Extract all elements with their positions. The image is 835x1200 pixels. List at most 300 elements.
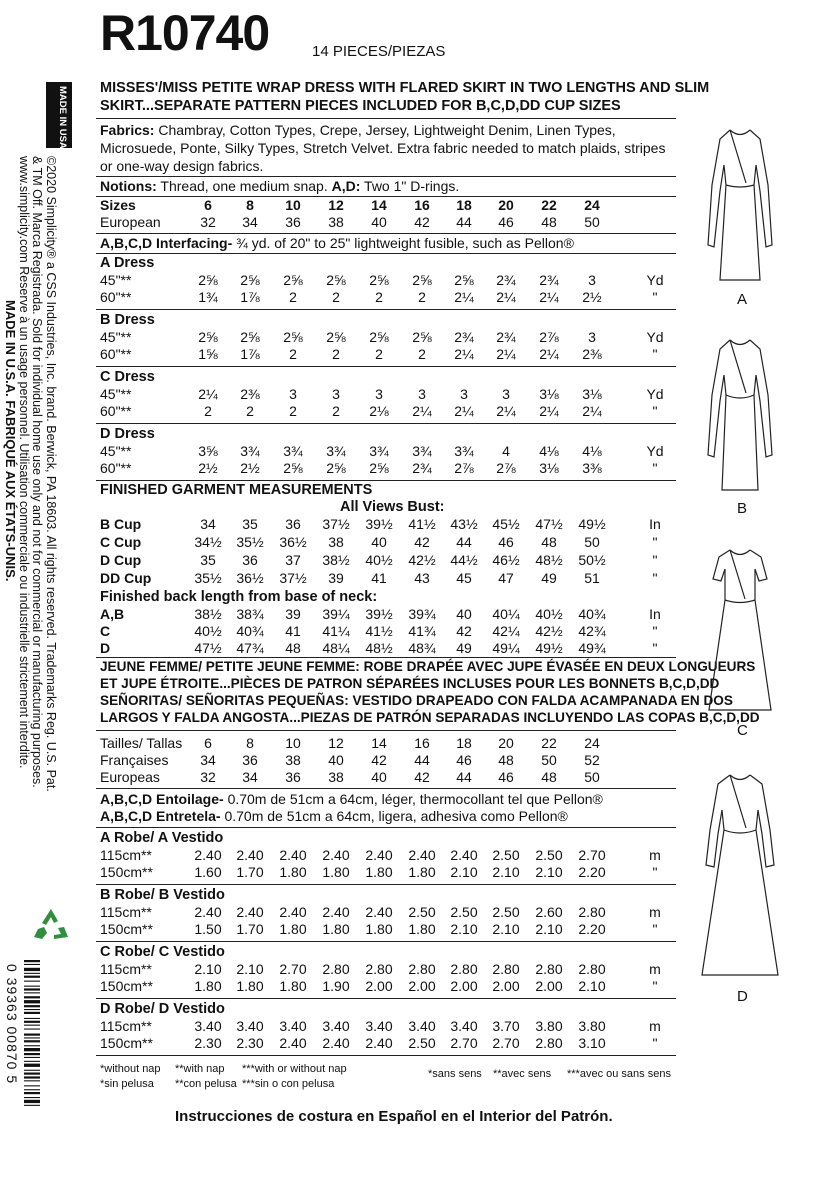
value-cell: 3⅛ [582, 386, 602, 402]
value-cell: 2⅞ [454, 460, 474, 476]
value-cell: 2 [375, 289, 383, 305]
barcode-bar [24, 1048, 40, 1051]
value-cell: 6 [204, 735, 212, 751]
value-cell: 3⅝ [198, 443, 218, 459]
yardage-view-title: B Robe/ B Vestido [100, 887, 225, 903]
unit-cell: " [652, 864, 658, 880]
notions-label: Notions: [100, 178, 157, 194]
value-cell: 2 [289, 289, 297, 305]
fabrics-line-1 [100, 122, 616, 138]
value-cell: 49¼ [492, 640, 520, 656]
value-cell: 2 [418, 346, 426, 362]
value-cell: 2.10 [535, 864, 563, 880]
unit-cell: " [652, 921, 658, 937]
notions [100, 178, 459, 194]
value-cell: 34 [200, 516, 216, 532]
value-cell: 3 [418, 386, 426, 402]
value-cell: 41¾ [408, 623, 436, 639]
value-cell: 42 [456, 623, 472, 639]
value-cell: 1.70 [236, 864, 264, 880]
value-cell: 2.10 [450, 864, 478, 880]
value-cell: 2.40 [322, 847, 350, 863]
view-d-illustration [690, 770, 790, 985]
value-cell: 47¾ [236, 640, 264, 656]
value-cell: 1.80 [322, 864, 350, 880]
value-cell: 2⅜ [240, 386, 260, 402]
footnote-fr-3: ***avec ou sans sens [567, 1068, 671, 1080]
value-cell: 52 [584, 752, 600, 768]
value-cell: 44 [414, 752, 430, 768]
value-cell: 2½ [198, 460, 218, 476]
value-cell: 2.40 [365, 904, 393, 920]
value-cell: 35½ [236, 534, 264, 550]
width-label: 150cm** [100, 864, 153, 880]
value-cell: 2¼ [539, 346, 559, 362]
unit-cell: m [649, 1018, 661, 1034]
barcode-bar [24, 1034, 40, 1036]
value-cell: 48 [541, 214, 557, 230]
value-cell: 2¾ [496, 272, 516, 288]
value-cell: 1⅝ [198, 346, 218, 362]
fabrics-line-3: or one-way design fabrics. [100, 158, 264, 174]
value-cell: 38 [328, 534, 344, 550]
value-cell: 35 [200, 552, 216, 568]
value-cell: 42 [414, 214, 430, 230]
value-cell: 16 [414, 197, 430, 213]
divider [96, 480, 676, 481]
value-cell: 2.00 [408, 978, 436, 994]
value-cell: 38½ [194, 606, 222, 622]
footnote-es-1: *sin pelusa [100, 1078, 154, 1090]
made-in-usa-badge [46, 82, 72, 148]
value-cell: 2.10 [194, 961, 222, 977]
value-cell: 1.80 [279, 864, 307, 880]
value-cell: 1.80 [365, 864, 393, 880]
barcode-bar [24, 976, 40, 978]
value-cell: 49¾ [578, 640, 606, 656]
value-cell: 48 [541, 769, 557, 785]
value-cell: 2.70 [450, 1035, 478, 1051]
barcode-bar [24, 1053, 40, 1055]
unit-cell: m [649, 847, 661, 863]
value-cell: 40 [328, 752, 344, 768]
tailles-label: Tailles/ Tallas [100, 735, 183, 751]
barcode-bar [24, 996, 40, 998]
value-cell: 2 [246, 403, 254, 419]
footnote-fr-1: *sans sens [428, 1068, 482, 1080]
value-cell: 18 [456, 197, 472, 213]
value-cell: 50 [584, 534, 600, 550]
copyright-line-2: & TM Off. Marca Registrada. Sold for individual home use only and not for commercial or manufacturing purposes. [30, 156, 44, 788]
unit-cell: Yd [646, 443, 664, 459]
value-cell: 48 [285, 640, 301, 656]
value-cell: 2⅝ [412, 272, 432, 288]
value-cell: 2.40 [236, 847, 264, 863]
value-cell: 48 [541, 534, 557, 550]
es-title-line-2: LARGOS Y FALDA ANGOSTA...PIEZAS DE PATRÓN SEPARADAS INCLUYENDO LAS COPAS B,C,D,DD [100, 710, 760, 725]
value-cell: 2.50 [408, 904, 436, 920]
entoilage-label: A,B,C,D Entoilage- [100, 791, 224, 807]
value-cell: 1.80 [322, 921, 350, 937]
value-cell: 2¼ [412, 403, 432, 419]
value-cell: 2.10 [450, 921, 478, 937]
value-cell: 3 [460, 386, 468, 402]
value-cell: 2⅞ [496, 460, 516, 476]
unit-cell: " [652, 640, 658, 656]
barcode-bar [24, 964, 40, 965]
value-cell: 50 [584, 769, 600, 785]
value-cell: 3.40 [365, 1018, 393, 1034]
value-cell: 36 [285, 769, 301, 785]
back-length-title: Finished back length from base of neck: [100, 589, 378, 605]
value-cell: 2.70 [492, 1035, 520, 1051]
value-cell: 3.40 [194, 1018, 222, 1034]
value-cell: 39¼ [322, 606, 350, 622]
value-cell: 2 [332, 403, 340, 419]
value-cell: 38 [285, 752, 301, 768]
value-cell: 2.80 [450, 961, 478, 977]
value-cell: 2⅝ [326, 329, 346, 345]
value-cell: 44 [456, 214, 472, 230]
value-cell: 1.50 [194, 921, 222, 937]
value-cell: 2 [332, 289, 340, 305]
value-cell: 41½ [408, 516, 436, 532]
value-cell: 2.70 [578, 847, 606, 863]
barcode-bar [24, 1092, 40, 1094]
value-cell: 2.40 [279, 847, 307, 863]
value-cell: 46 [498, 769, 514, 785]
value-cell: 40 [456, 606, 472, 622]
value-cell: 39 [285, 606, 301, 622]
spanish-instructions: Instrucciones de costura en Español en el Interior del Patrón. [175, 1108, 613, 1125]
value-cell: 2.30 [236, 1035, 264, 1051]
width-label: 45"** [100, 386, 132, 402]
width-label: 60"** [100, 460, 132, 476]
divider [96, 788, 676, 789]
value-cell: 20 [498, 735, 514, 751]
value-cell: 2⅝ [198, 329, 218, 345]
value-cell: 2.60 [535, 904, 563, 920]
value-cell: 2.40 [365, 1035, 393, 1051]
value-cell: 50½ [578, 552, 606, 568]
value-cell: 49½ [535, 640, 563, 656]
yardage-view-title: B Dress [100, 312, 155, 328]
value-cell: 2.20 [578, 864, 606, 880]
view-c-illustration [695, 545, 785, 720]
value-cell: 1.60 [194, 864, 222, 880]
value-cell: 38 [328, 769, 344, 785]
value-cell: 36 [285, 516, 301, 532]
value-cell: 2.80 [492, 961, 520, 977]
width-label: 60"** [100, 403, 132, 419]
value-cell: 2.50 [492, 904, 520, 920]
value-cell: 2¼ [454, 289, 474, 305]
value-cell: 2.40 [450, 847, 478, 863]
value-cell: 1.80 [279, 921, 307, 937]
value-cell: 1⅞ [240, 289, 260, 305]
value-cell: 46 [456, 752, 472, 768]
footnote-en-3: ***with or without nap [242, 1063, 347, 1075]
unit-cell: " [652, 623, 658, 639]
barcode-bar [24, 1045, 40, 1046]
value-cell: 40 [371, 214, 387, 230]
title-line-2: SKIRT...SEPARATE PATTERN PIECES INCLUDED FOR B,C,D,DD CUP SIZES [100, 98, 621, 114]
value-cell: 3⅜ [582, 460, 602, 476]
value-cell: 2.40 [322, 1035, 350, 1051]
entoilage [100, 791, 603, 807]
yardage-view-title: A Robe/ A Vestido [100, 830, 224, 846]
value-cell: 2¼ [539, 289, 559, 305]
value-cell: 2⅝ [283, 272, 303, 288]
width-label: 150cm** [100, 1035, 153, 1051]
value-cell: 2 [375, 346, 383, 362]
value-cell: 45 [456, 570, 472, 586]
value-cell: 3⅛ [539, 460, 559, 476]
value-cell: 3¾ [454, 443, 474, 459]
value-cell: 2.40 [236, 904, 264, 920]
value-cell: 3 [289, 386, 297, 402]
value-cell: 2⅝ [326, 272, 346, 288]
value-cell: 3 [375, 386, 383, 402]
value-cell: 1.80 [408, 921, 436, 937]
value-cell: 2.80 [408, 961, 436, 977]
interfacing-label: A,B,C,D Interfacing- [100, 235, 233, 251]
value-cell: 2.40 [194, 847, 222, 863]
value-cell: 36 [285, 214, 301, 230]
fr-title-line-2: ET JUPE ÉTROITE...PIÈCES DE PATRON SÉPARÉES INCLUSES POUR LES BONNETS B,C,D,DD [100, 676, 720, 691]
value-cell: 40½ [365, 552, 393, 568]
value-cell: 2.50 [535, 847, 563, 863]
value-cell: 2⅜ [582, 346, 602, 362]
unit-cell: Yd [646, 386, 664, 402]
value-cell: 47½ [535, 516, 563, 532]
value-cell: 24 [584, 735, 600, 751]
barcode-bar [24, 1005, 40, 1007]
value-cell: 3¾ [412, 443, 432, 459]
value-cell: 2¼ [454, 346, 474, 362]
barcode-bar [24, 1021, 40, 1023]
european-label: European [100, 214, 161, 230]
value-cell: 49½ [578, 516, 606, 532]
cup-label: A,B [100, 606, 125, 622]
barcode-bar [24, 973, 40, 974]
value-cell: 2.10 [492, 864, 520, 880]
value-cell: 2.10 [236, 961, 264, 977]
value-cell: 2⅞ [539, 329, 559, 345]
value-cell: 2⅝ [369, 460, 389, 476]
yardage-view-title: C Dress [100, 369, 155, 385]
value-cell: 22 [541, 197, 557, 213]
entretela [100, 808, 568, 824]
footnote-fr-2: **avec sens [493, 1068, 552, 1080]
value-cell: 2.50 [492, 847, 520, 863]
barcode-bar [24, 1089, 40, 1090]
barcode-bar [24, 1097, 40, 1098]
value-cell: 2⅝ [198, 272, 218, 288]
value-cell: 2¼ [496, 346, 516, 362]
view-a-label: A [737, 291, 748, 308]
divider [96, 118, 676, 119]
cup-label: B Cup [100, 516, 142, 532]
value-cell: 2¾ [496, 329, 516, 345]
value-cell: 38 [328, 214, 344, 230]
barcode-digits: 0 39363 00870 5 [4, 964, 20, 1085]
value-cell: 40¼ [492, 606, 520, 622]
divider [96, 730, 676, 731]
view-c-label: C [737, 722, 748, 739]
francaises-label: Françaises [100, 752, 169, 768]
value-cell: 2.80 [322, 961, 350, 977]
fr-title-line-1: JEUNE FEMME/ PETITE JEUNE FEMME: ROBE DRAPÉE AVEC JUPE ÉVASÉE EN DEUX LONGUEURS [100, 659, 756, 674]
value-cell: 49 [541, 570, 557, 586]
value-cell: 2.00 [450, 978, 478, 994]
divider [96, 233, 676, 234]
cup-label: DD Cup [100, 570, 152, 586]
value-cell: 40½ [535, 606, 563, 622]
value-cell: 1¾ [198, 289, 218, 305]
value-cell: 2.80 [535, 1035, 563, 1051]
value-cell: 2⅛ [369, 403, 389, 419]
value-cell: 18 [456, 735, 472, 751]
value-cell: 2.80 [365, 961, 393, 977]
value-cell: 10 [285, 197, 301, 213]
value-cell: 35 [242, 516, 258, 532]
interfacing-text: ¾ yd. of 20" to 25" lightweight fusible, such as Pellon® [236, 235, 574, 251]
value-cell: 22 [541, 735, 557, 751]
unit-cell: " [652, 460, 658, 476]
pattern-number: R10740 [100, 5, 270, 61]
barcode-bar [24, 1025, 40, 1026]
value-cell: 36 [242, 552, 258, 568]
unit-cell: " [652, 570, 658, 586]
divider [96, 1055, 676, 1056]
value-cell: 2.40 [365, 847, 393, 863]
value-cell: 2.10 [492, 921, 520, 937]
barcode-bar [24, 1057, 40, 1058]
unit-cell: In [649, 516, 661, 532]
value-cell: 3 [588, 329, 596, 345]
entretela-label: A,B,C,D Entretela- [100, 808, 221, 824]
value-cell: 46 [498, 534, 514, 550]
value-cell: 34½ [194, 534, 222, 550]
unit-cell: " [652, 1035, 658, 1051]
yardage-view-title: D Dress [100, 426, 155, 442]
value-cell: 3¾ [283, 443, 303, 459]
value-cell: 2.40 [408, 847, 436, 863]
value-cell: 2½ [240, 460, 260, 476]
divider [96, 657, 676, 658]
value-cell: 12 [328, 197, 344, 213]
value-cell: 2 [289, 403, 297, 419]
value-cell: 36½ [236, 570, 264, 586]
value-cell: 43½ [450, 516, 478, 532]
width-label: 115cm** [100, 961, 152, 977]
value-cell: 39¾ [408, 606, 436, 622]
value-cell: 2⅝ [412, 329, 432, 345]
barcode-bar [24, 992, 40, 993]
value-cell: 12 [328, 735, 344, 751]
bust-title: All Views Bust: [340, 499, 445, 515]
value-cell: 48½ [365, 640, 393, 656]
fabrics-line-2: Microsuede, Ponte, Silky Types, Stretch Velvet. Extra fabric needed to match plaids, stripes [100, 140, 666, 156]
value-cell: 2⅝ [240, 272, 260, 288]
europeas-label: Europeas [100, 769, 160, 785]
width-label: 150cm** [100, 978, 153, 994]
footnote-es-3: ***sin o con pelusa [242, 1078, 335, 1090]
view-a-illustration [700, 125, 780, 290]
value-cell: 42 [414, 534, 430, 550]
value-cell: 2.80 [535, 961, 563, 977]
made-in-usa-bold: MADE IN U.S.A. FABRIQUÉ AUX ÉTATS-UNIS. [3, 300, 18, 582]
value-cell: 3¾ [369, 443, 389, 459]
cup-label: D [100, 640, 111, 656]
value-cell: 3.40 [279, 1018, 307, 1034]
divider [96, 423, 676, 424]
value-cell: 2⅝ [369, 329, 389, 345]
value-cell: 2⅝ [283, 329, 303, 345]
value-cell: 37½ [279, 570, 307, 586]
value-cell: 3¾ [240, 443, 260, 459]
width-label: 115cm** [100, 904, 152, 920]
barcode-bar [24, 960, 40, 962]
value-cell: 41½ [365, 623, 393, 639]
footnote-en-2: **with nap [175, 1063, 225, 1075]
unit-cell: " [652, 289, 658, 305]
value-cell: 2¼ [496, 403, 516, 419]
value-cell: 39 [328, 570, 344, 586]
yardage-view-title: D Robe/ D Vestido [100, 1001, 225, 1017]
width-label: 45"** [100, 329, 132, 345]
divider [96, 176, 676, 177]
value-cell: 20 [498, 197, 514, 213]
unit-cell: Yd [646, 329, 664, 345]
value-cell: 47 [498, 570, 514, 586]
value-cell: 49 [456, 640, 472, 656]
value-cell: 44 [456, 769, 472, 785]
notions-ad-text: Two 1" D-rings. [364, 178, 460, 194]
value-cell: 41 [371, 570, 387, 586]
value-cell: 40 [371, 769, 387, 785]
value-cell: 8 [246, 735, 254, 751]
value-cell: 41¼ [322, 623, 350, 639]
unit-cell: " [652, 403, 658, 419]
value-cell: 38¾ [236, 606, 264, 622]
barcode-bar [24, 1037, 40, 1038]
title-line-1: MISSES'/MISS PETITE WRAP DRESS WITH FLARED SKIRT IN TWO LENGTHS AND SLIM [100, 80, 710, 96]
value-cell: 34 [200, 752, 216, 768]
notions-ad-label: A,D: [331, 178, 361, 194]
cup-label: C [100, 623, 111, 639]
view-b-illustration [700, 335, 780, 500]
footnote-es-2: **con pelusa [175, 1078, 237, 1090]
value-cell: 2.00 [365, 978, 393, 994]
value-cell: 2.50 [450, 904, 478, 920]
barcode-bar [24, 1080, 40, 1081]
value-cell: 2⅝ [454, 272, 474, 288]
value-cell: 2.40 [279, 904, 307, 920]
value-cell: 2¼ [539, 403, 559, 419]
unit-cell: Yd [646, 272, 664, 288]
divider [96, 941, 676, 942]
unit-cell: In [649, 606, 661, 622]
barcode-bar [24, 1076, 40, 1078]
value-cell: 43 [414, 570, 430, 586]
value-cell: 2 [332, 346, 340, 362]
value-cell: 2¾ [454, 329, 474, 345]
barcode-bar [24, 988, 40, 990]
copyright-line-3: www.simplicity.com Reserve à un usage personnel. Utilisation commerciale ou industrielle strictement interdite. [17, 156, 31, 769]
barcode-bar [24, 981, 40, 982]
